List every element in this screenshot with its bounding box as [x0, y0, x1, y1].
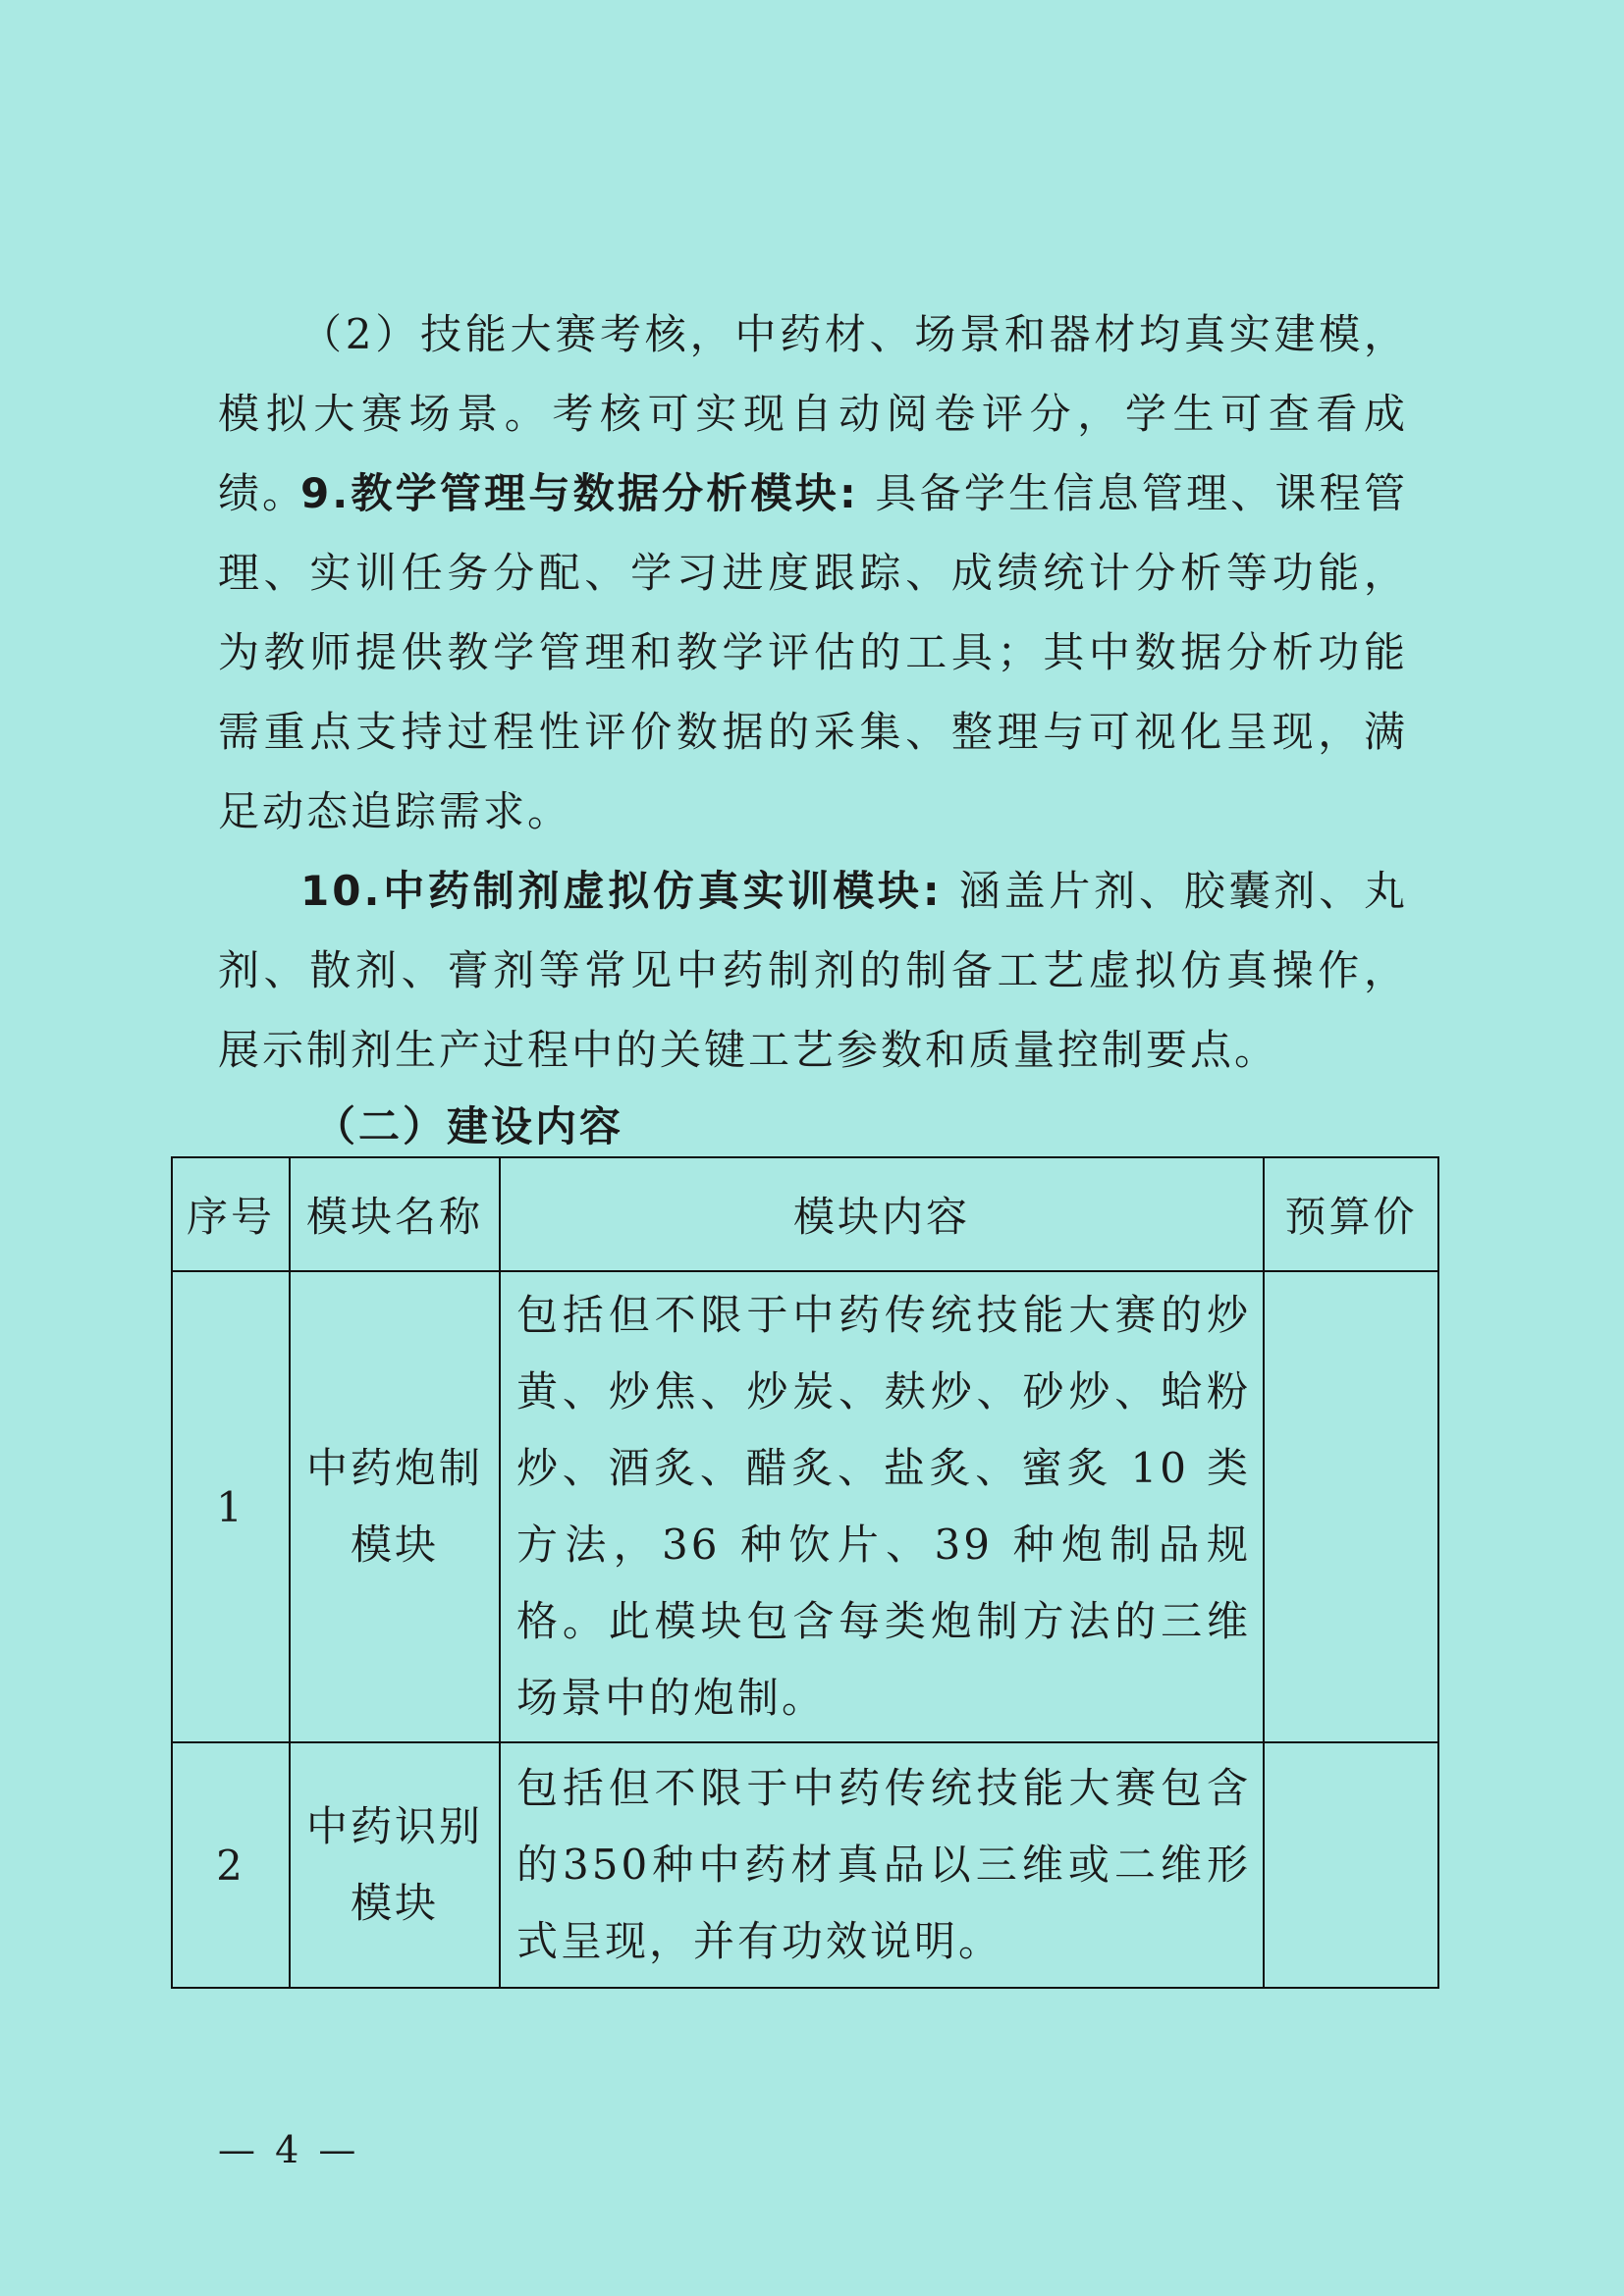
table-row: [172, 1271, 1438, 1742]
header-budget-price: 预算价: [1264, 1157, 1438, 1271]
module9-paragraph: [218, 454, 1408, 851]
row-module-name: 中药炮制模块: [290, 1271, 500, 1742]
row-module-content: 包括但不限于中药传统技能大赛的炒黄、炒焦、炒炭、麸炒、砂炒、蛤粉炒、酒炙、醋炙、盐炙、蜜炙 10 类方法，36 种饮片、39 种炮制品规格。此模块包含每类炮制方法的三维场景中的炮制。: [500, 1271, 1264, 1742]
section-heading: （二）建设内容: [314, 1102, 624, 1150]
exam-item-paragraph: （2）技能大赛考核，中药材、场景和器材均真实建模，模拟大赛场景。考核可实现自动阅卷评分，学生可查看成绩。: [218, 310, 1408, 517]
header-no: 序号: [172, 1157, 290, 1271]
module10-body: 涵盖片剂、胶囊剂、丸剂、散剂、膏剂等常见中药制剂的制备工艺虚拟仿真操作，展示制剂生产过程中的关键工艺参数和质量控制要点。: [218, 867, 1408, 1074]
module10-title: 10.中药制剂虚拟仿真实训模块:: [300, 867, 943, 915]
row-module-content: 包括但不限于中药传统技能大赛包含的350种中药材真品以三维或二维形式呈现，并有功效说明。: [500, 1742, 1264, 1988]
table-header-row: [172, 1157, 1438, 1271]
row-budget-price: [1264, 1271, 1438, 1742]
page-number: — 4 —: [218, 2128, 360, 2171]
row-no: 2: [172, 1742, 290, 1988]
row-no: 1: [172, 1271, 290, 1742]
row-budget-price: [1264, 1742, 1438, 1988]
table-row: [172, 1742, 1438, 1988]
module10-paragraph: [218, 851, 1408, 1090]
module9-body: 具备学生信息管理、课程管理、实训任务分配、学习进度跟踪、成绩统计分析等功能，为教师提供教学管理和教学评估的工具；其中数据分析功能需重点支持过程性评价数据的采集、整理与可视化呈现，满足动态追踪需求。: [218, 469, 1408, 835]
row-module-name: 中药识别模块: [290, 1742, 500, 1988]
construction-content-table: [171, 1156, 1439, 1989]
header-module-content: 模块内容: [500, 1157, 1264, 1271]
header-module-name: 模块名称: [290, 1157, 500, 1271]
module9-title: 9.教学管理与数据分析模块:: [300, 469, 859, 517]
